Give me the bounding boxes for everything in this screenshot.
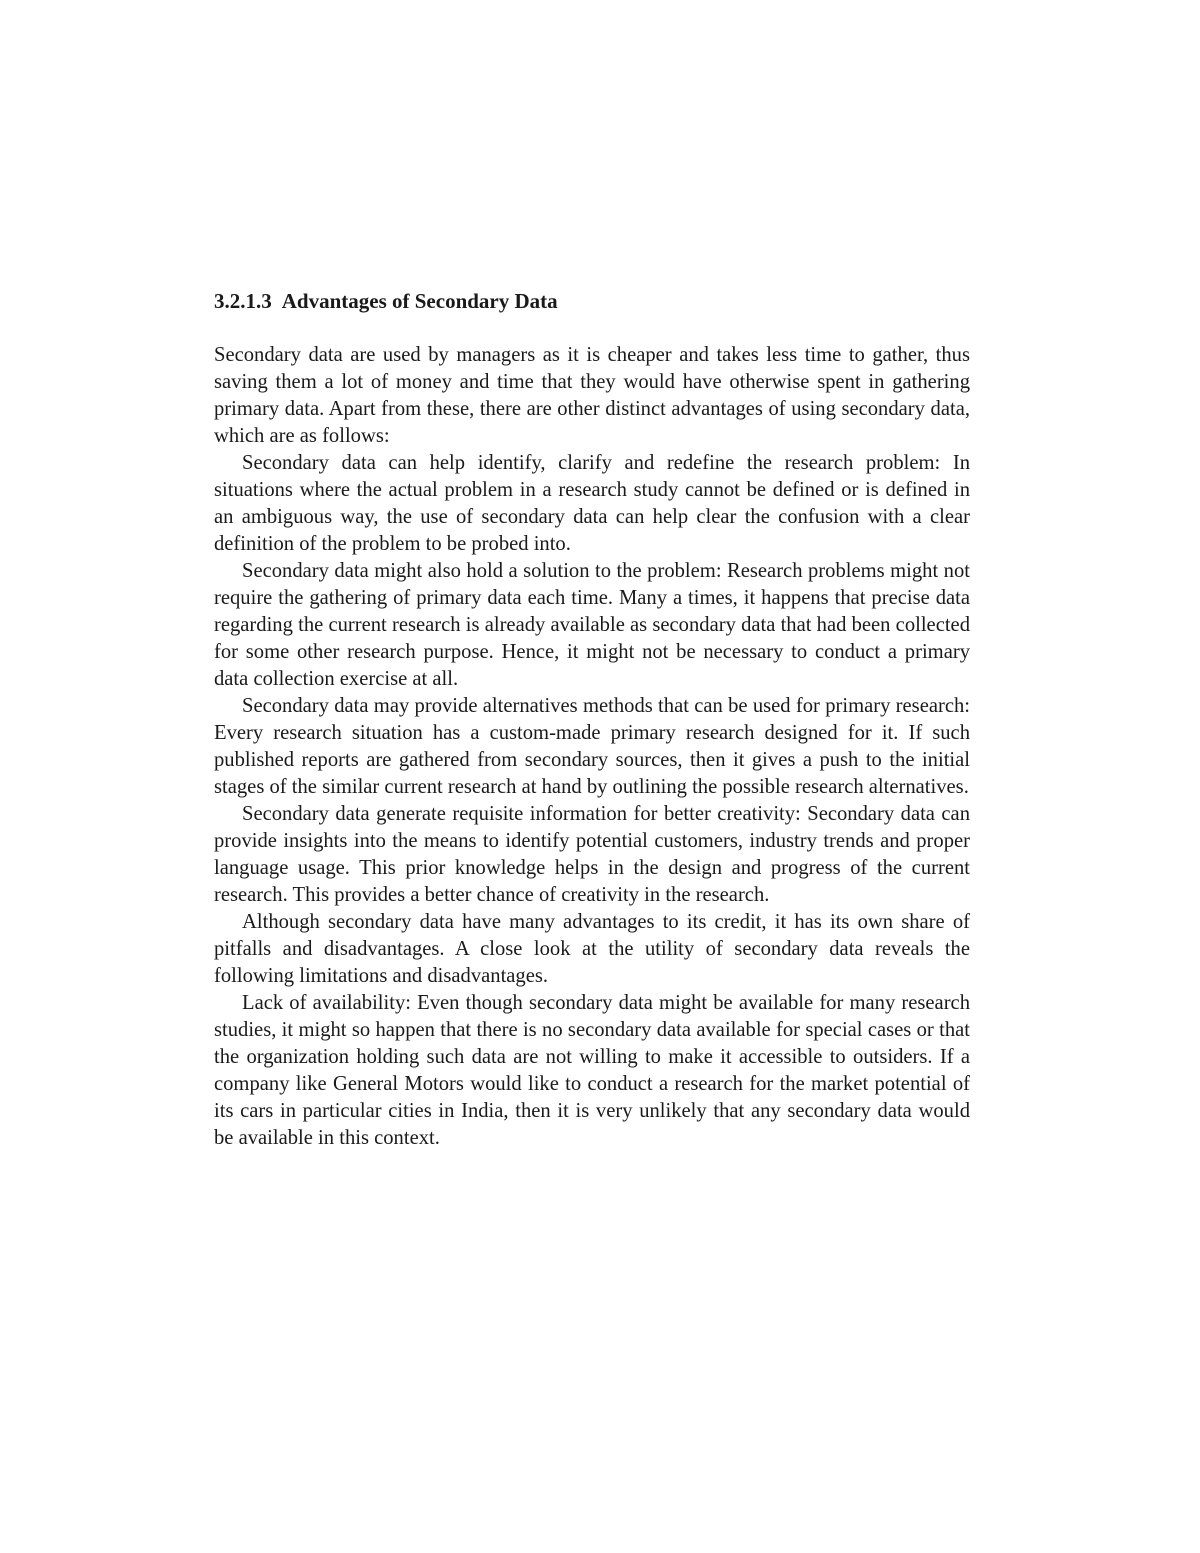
- section-title: Advantages of Secondary Data: [281, 289, 558, 313]
- paragraph-lack-of-availability: Lack of availability: Even though secondary data might be available for many research studies, it might so happen that there is no secondary data available for special cases or that the organization holding such data are not willing to make it accessible to outsiders. If a company like General Motors would like to conduct a research for the market potential of its cars in particular cities in India, then it is very unlikely that any secondary data would be available in this context.: [214, 992, 970, 1149]
- paragraph-identify-problem: Secondary data can help identify, clarify and redefine the research problem: In situations where the actual problem in a research study cannot be defined or is defined in an ambiguous way, the use of secondary data can help clear the confusion with a clear definition of the problem to be probed into.: [214, 452, 970, 555]
- section-heading: [214, 286, 970, 316]
- paragraph-alternative-methods: Secondary data may provide alternatives methods that can be used for primary research: Every research situation has a custom-made primary research designed for it. If such published reports are gathered from secondary sources, then it gives a push to the initial stages of the similar current research at hand by outlining the possible research alternatives.: [214, 695, 970, 798]
- section-number: 3.2.1.3: [214, 289, 272, 313]
- page-body: [214, 286, 970, 1152]
- paragraph-creativity: Secondary data generate requisite information for better creativity: Secondary data can provide insights into the means to identify potential customers, industry trends and proper language usage. This prior knowledge helps in the design and progress of the current research. This provides a better chance of creativity in the research.: [214, 803, 970, 906]
- paragraph-intro: Secondary data are used by managers as it is cheaper and takes less time to gather, thus saving them a lot of money and time that they would have otherwise spent in gathering primary data. Apart from these, there are other distinct advantages of using secondary data, which are as follows:: [214, 344, 970, 447]
- paragraph-solution: Secondary data might also hold a solution to the problem: Research problems might not require the gathering of primary data each time. Many a times, it happens that precise data regarding the current research is already available as secondary data that had been collected for some other research purpose. Hence, it might not be necessary to conduct a primary data collection exercise at all.: [214, 560, 970, 690]
- paragraph-disadvantages-intro: Although secondary data have many advantages to its credit, it has its own share of pitfalls and disadvantages. A close look at the utility of secondary data reveals the following limitations and disadvantages.: [214, 911, 970, 987]
